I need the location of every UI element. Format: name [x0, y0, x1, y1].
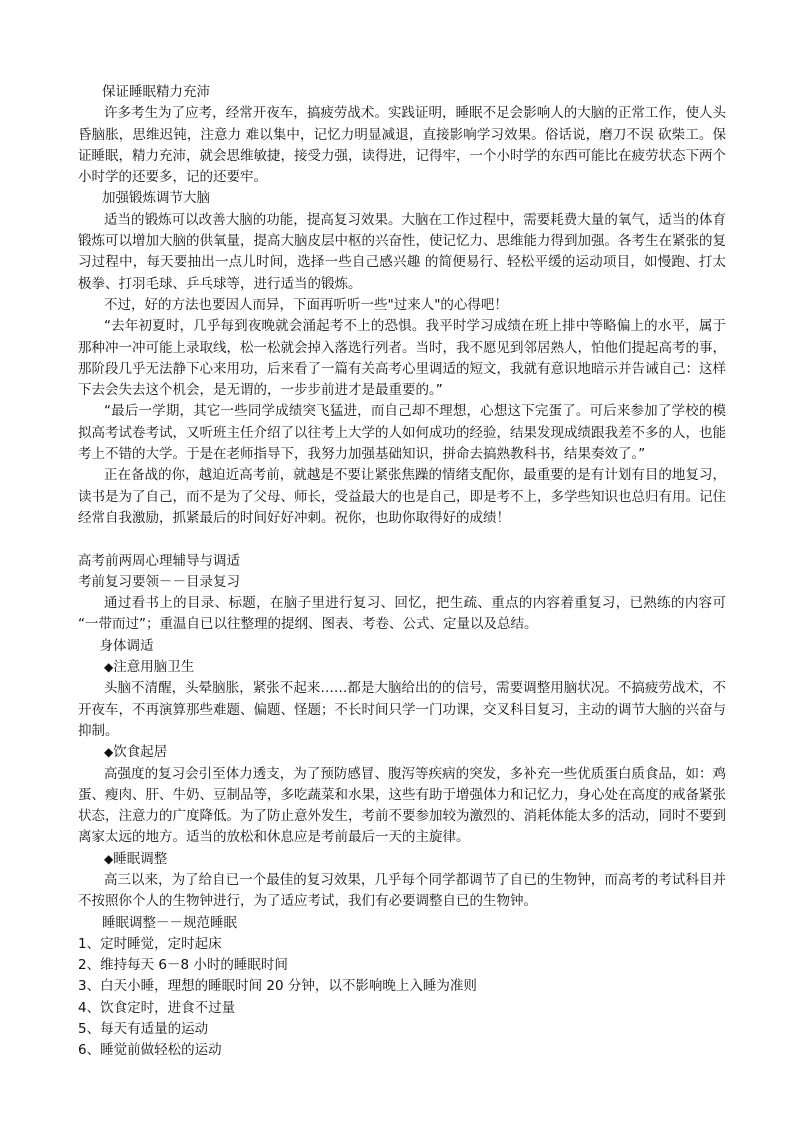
bullet-heading-sleep: ◆睡眠调整	[104, 850, 168, 867]
list-item: 5、每天有适量的运动	[78, 1021, 209, 1038]
paragraph-diet: 高强度的复习会引至体力透支，为了预防感冒、腹泻等疾病的突发，多补充一些优质蛋白质食品，如：鸡蛋、瘦肉、肝、牛奶、豆制品等，多吃蔬菜和水果，这些有助于增强体力和记忆力，身心处在高度的戒备紧张状态，注意力的广度降低。为了防止意外发生，考前不要参加较为激烈的、消耗体能太多的活动，同时不要到离家太远的地方。适当的放松和休息应是考前最后一天的主旋律。	[78, 765, 726, 846]
section-title-exercise: 加强锻炼调节大脑	[102, 190, 210, 207]
list-item: 2、维持每天 6－8 小时的睡眠时间	[78, 957, 288, 974]
document-page	[78, 82, 731, 1062]
section-title-psychology: 高考前两周心理辅导与调适	[78, 552, 240, 569]
paragraph-brain: 头脑不清醒，头晕脑胀，紧张不起来……都是大脑给出的的信号，需要调整用脑状况。不搞疲劳战术，不开夜车，不再演算那些难题、偏题、怪题；不长时间只学一门功课，交叉科目复习，主动的调节大脑的兴奋与抑制。	[78, 680, 726, 739]
quote-second: “最后一学期，其它一些同学成绩突飞猛进，而自己却不理想，心想这下完蛋了。可后来参加了学校的模拟高考试卷考试，又听班主任介绍了以往考上大学的人如何成功的经验，结果发现成绩跟我差不多的人，也能考上不错的大学。于是在老师指导下，我努力加强基础知识，拼命去搞熟教科书，结果奏效了。”	[78, 403, 726, 463]
diamond-bullet-icon: ◆	[104, 745, 114, 760]
paragraph-encouragement: 正在备战的你，越迫近高考前，就越是不要让紧张焦躁的情绪支配你，最重要的是有计划有目的地复习，读书是为了自己，而不是为了父母、师长，受益最大的也是自己，即是考不上，多学些知识也总归有用。记住经常自我激励，抓紧最后的时间好好冲刺。祝你，也助你取得好的成绩！	[78, 467, 726, 526]
paragraph-exercise: 适当的锻炼可以改善大脑的功能，提高复习效果。大脑在工作过程中，需要耗费大量的氧气，适当的体育锻炼可以增加大脑的供氧量，提高大脑皮层中枢的兴奋性，使记忆力、思维能力得到加强。各考生在紧张的复习过程中，每天要抽出一点儿时间，选择一些自己感兴趣 的简便易行、轻松平缓的运动项目，如慢跑、打太极拳、打羽毛球、乒乓球等，进行适当的锻炼。	[78, 211, 726, 292]
paragraph-sleep: 许多考生为了应考，经常开夜车，搞疲劳战术。实践证明，睡眠不足会影响人的大脑的正常工作，使人头昏脑胀，思维迟钝，注意力 难以集中，记忆力明显减退，直接影响学习效果。俗话说，磨刀不误 砍柴工。保证睡眠，精力充沛，就会思维敏捷，接受力强，读得进，记得牢，一个小时学的东西可能比在疲劳状态下两个小时学的还要多，记的还要牢。	[78, 105, 726, 186]
bullet-heading-brain: ◆注意用脑卫生	[104, 659, 195, 676]
blank-line	[78, 529, 726, 550]
bullet-heading-diet: ◆饮食起居	[104, 744, 168, 761]
diamond-bullet-icon: ◆	[104, 660, 114, 675]
paragraph-sleep-adjust: 高三以来，为了给自已一个最佳的复习效果，几乎每个同学都调节了自已的生物钟，而高考的考试科目并不按照你个人的生物钟进行，为了适应考试，我们有必要调整自已的生物钟。	[78, 871, 726, 910]
paragraph-experience-intro: 不过，好的方法也要因人而异，下面再听听一些"过来人"的心得吧！	[104, 296, 508, 313]
section-subtitle-review: 考前复习要领－－目录复习	[78, 573, 240, 590]
list-item: 4、饮食定时，进食不过量	[78, 999, 236, 1016]
body-adjust-title: 身体调适	[99, 637, 154, 654]
list-item: 6、睡觉前做轻松的运动	[78, 1042, 222, 1059]
list-item: 3、白天小睡，理想的睡眠时间 20 分钟，以不影响晚上入睡为准则	[78, 978, 477, 995]
paragraph-review: 通过看书上的目录、标题，在脑子里进行复习、回忆，把生疏、重点的内容着重复习，已熟练的内容可 “一带而过”；重温自已以往整理的提纲、图表、考卷、公式、定量以及总结。	[78, 595, 731, 633]
list-item: 1、定时睡觉，定时起床	[78, 935, 222, 952]
sleep-rules-title: 睡眠调整－－规范睡眠	[102, 914, 237, 931]
section-title-sleep: 保证睡眠精力充沛	[102, 84, 210, 100]
diamond-bullet-icon: ◆	[104, 851, 114, 866]
quote-first: “去年初夏时，几乎每到夜晚就会涌起考不上的恐惧。我平时学习成绩在班上排中等略偏上的水平，属于那种冲一冲可能上录取线，松一松就会掉入落选行列者。当时，我不愿见到邻居熟人，怕他们提起高考的事，那阶段几乎无法静下心来用功，后来看了一篇有关高考心里调适的短文，我就有意识地暗示并告诫自己：这样下去会失去这个机会，是无谓的，一步步前进才是最重要的。”	[78, 318, 726, 399]
